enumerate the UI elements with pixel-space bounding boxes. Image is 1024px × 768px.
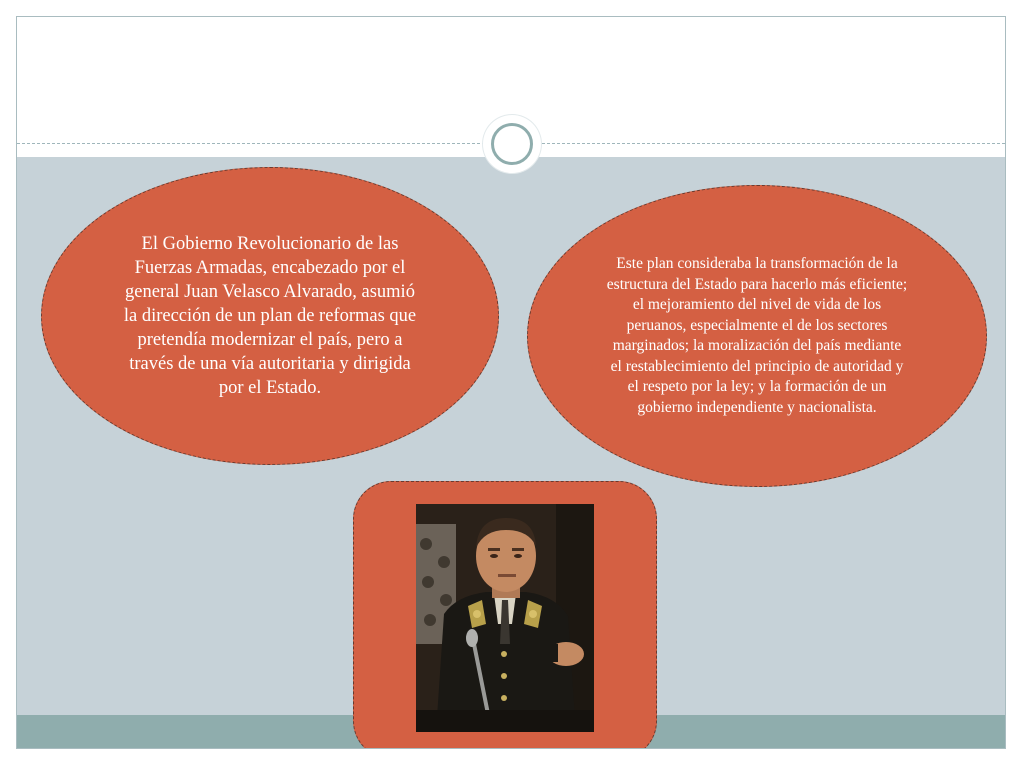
left-text-bubble <box>41 167 499 465</box>
ornament-ring <box>491 123 533 165</box>
portrait-photo <box>416 504 594 732</box>
portrait-illustration <box>416 504 594 732</box>
right-bubble-text: Este plan consideraba la transformación de la estructura del Estado para hacerlo más eficiente; el mejoramiento del nivel de vida de los peruanos, especialmente el de los sectores marginados; la moralización del país mediante el restablecimiento del principio de autoridad y el respeto por la ley; y la formación de un gobierno independiente y nacionalista. <box>606 255 908 416</box>
left-bubble-text: El Gobierno Revolucionario de las Fuerzas Armadas, encabezado por el general Juan Velasco Alvarado, asumió la dirección de un plan de reformas que pretendía modernizar el país, pero a través de una vía autoritaria y dirigida por el Estado. <box>123 234 417 398</box>
right-text-bubble <box>527 185 987 487</box>
circle-ring-icon <box>483 115 541 173</box>
photo-card <box>353 481 657 749</box>
slide <box>16 16 1006 749</box>
